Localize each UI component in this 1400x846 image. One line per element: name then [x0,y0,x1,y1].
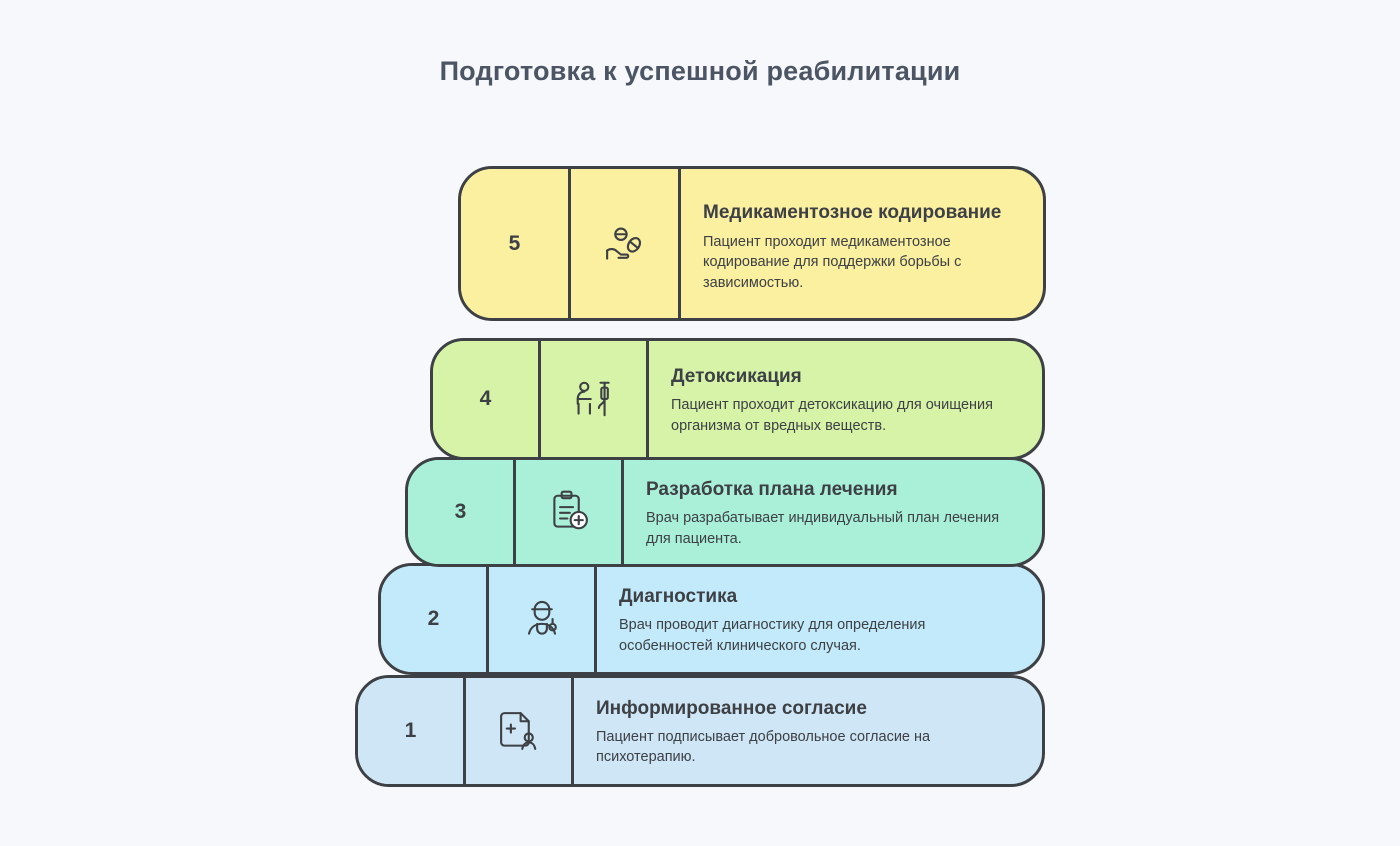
step-1-number: 1 [358,678,466,784]
step-4-description: Пациент проходит детоксикацию для очищения организма от вредных веществ. [671,397,993,434]
step-2-number: 2 [381,566,489,672]
step-3-title: Разработка плана лечения [646,478,898,500]
step-2-title: Диагностика [619,585,738,607]
step-4-title: Детоксикация [671,365,802,387]
step-3-description: Врач разрабатывает индивидуальный план лечения для пациента. [646,510,1000,547]
step-5-number: 5 [461,169,571,318]
doctor-stethoscope-icon [489,566,597,672]
step-5-description: Пациент проходит медикаментозное кодирование для поддержки борьбы с зависимостью. [703,233,962,291]
step-4-body [649,341,1042,457]
step-2-body [597,566,1042,672]
process-step-1[interactable] [355,675,1045,787]
process-step-2[interactable] [378,563,1045,675]
step-1-body [574,678,1042,784]
step-1-title: Информированное согласие [596,698,867,720]
consent-document-person-icon [466,678,574,784]
process-step-3[interactable] [405,457,1045,567]
step-5-title: Медикаментозное кодирование [703,201,1002,223]
step-2-description: Врач проводит диагностику для определения особенностей клинического случая. [619,617,926,654]
page-title: Подготовка к успешной реабилитации [439,56,961,86]
step-3-body [624,460,1042,564]
clipboard-plus-icon [516,460,624,564]
hand-pills-icon [571,169,681,318]
step-4-number: 4 [433,341,541,457]
iv-drip-patient-icon [541,341,649,457]
process-step-4[interactable] [430,338,1045,460]
step-5-body [681,169,1043,318]
step-3-number: 3 [408,460,516,564]
process-step-5[interactable] [458,166,1046,321]
step-1-description: Пациент подписывает добровольное согласие на психотерапию. [596,728,931,766]
process-steps-diagram [0,160,1400,800]
